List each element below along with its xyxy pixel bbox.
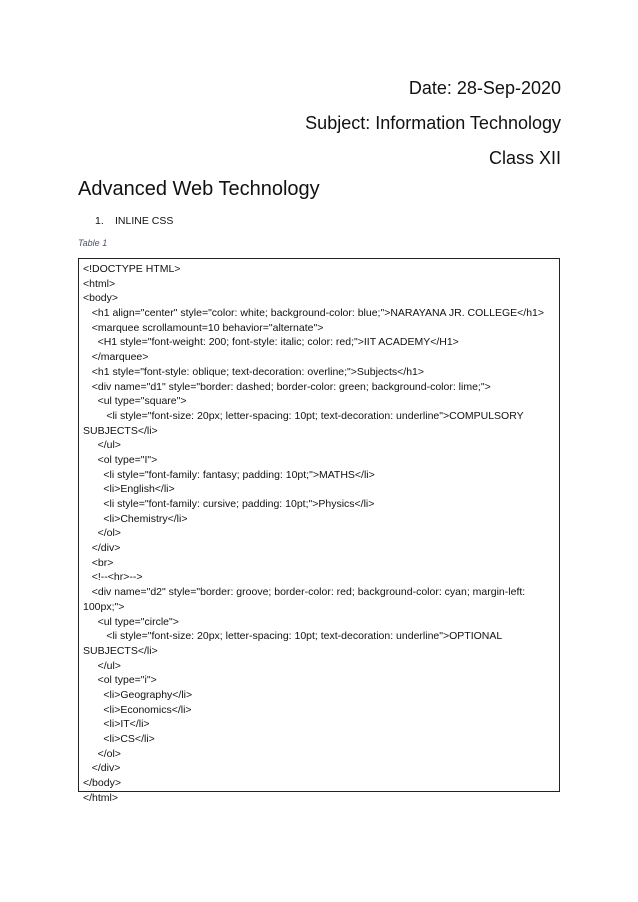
code-line: <div name="d1" style="border: dashed; border-color: green; background-color: lime;"> (83, 380, 491, 393)
code-line: <li>Economics</li> (83, 703, 192, 716)
code-table (78, 258, 560, 804)
code-line: </html> (83, 791, 119, 804)
code-line: </ul> (83, 439, 121, 452)
code-line: <!--<hr>--> (83, 571, 143, 584)
code-line: <h1 style="font-style: oblique; text-decoration: overline;">Subjects</h1> (83, 365, 425, 378)
date-line: Date: 28-Sep-2020 (408, 78, 561, 98)
code-line: </marquee> (83, 351, 149, 364)
code-line: <body> (83, 292, 119, 305)
code-line: SUBJECTS</li> (83, 424, 158, 437)
numbered-list-item (95, 215, 173, 227)
code-line: SUBJECTS</li> (83, 644, 158, 657)
code-line: <H1 style="font-weight: 200; font-style: italic; color: red;">IIT ACADEMY</H1> (83, 336, 459, 349)
table-caption: Table 1 (78, 238, 108, 248)
code-line: </ol> (83, 527, 121, 540)
code-line: <li>IT</li> (83, 718, 150, 731)
code-line: <li>English</li> (83, 483, 175, 496)
code-line: <ol type="I"> (83, 453, 158, 466)
code-line: <ol type="i"> (83, 674, 157, 687)
code-line: </div> (83, 542, 121, 555)
document-title: Advanced Web Technology (78, 178, 320, 200)
list-item-number: 1. (95, 215, 104, 227)
class-line: Class XII (488, 148, 561, 168)
list-item-label: INLINE CSS (115, 215, 174, 227)
code-line: <!DOCTYPE HTML> (83, 263, 181, 275)
code-line: <li>Geography</li> (83, 688, 193, 701)
code-line: 100px;"> (83, 600, 125, 613)
code-line: </body> (83, 777, 121, 790)
code-line: <div name="d2" style="border: groove; border-color: red; background-color: cyan; margin-left: (83, 586, 526, 599)
subject-line: Subject: Information Technology (305, 113, 561, 133)
code-line: <li style="font-family: fantasy; padding: 10pt;">MATHS</li> (83, 468, 375, 481)
code-line: <li>CS</li> (83, 733, 155, 745)
code-line: <li style="font-size: 20px; letter-spacing: 10pt; text-decoration: underline">COMPULSORY (83, 409, 524, 422)
code-line: <html> (83, 277, 116, 290)
code-line: <li style="font-family: cursive; padding: 10pt;">Physics</li> (83, 498, 375, 510)
code-line: </ol> (83, 747, 121, 760)
code-line: <ul type="circle"> (83, 615, 179, 628)
code-line: </ul> (83, 659, 121, 672)
code-line: <li style="font-size: 20px; letter-spacing: 10pt; text-decoration: underline">OPTIONAL (83, 630, 503, 643)
code-line: <marquee scrollamount=10 behavior="alternate"> (83, 321, 324, 334)
code-line: </div> (83, 762, 121, 775)
code-line: <br> (83, 556, 114, 569)
code-line: <ul type="square"> (83, 395, 187, 408)
code-line: <li>Chemistry</li> (83, 512, 188, 525)
code-line: <h1 align="center" style="color: white; background-color: blue;">NARAYANA JR. COLLEGE</h1> (83, 307, 545, 320)
